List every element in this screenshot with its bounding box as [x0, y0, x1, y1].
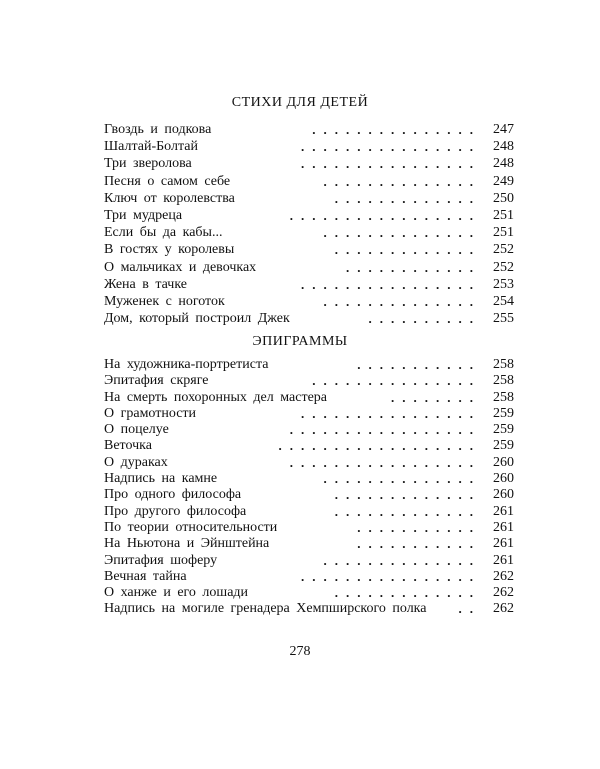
dot-leader: .............	[334, 503, 481, 519]
toc-entry-page: 261	[493, 552, 514, 568]
toc-entry-page: 260	[493, 454, 514, 470]
toc-entry	[104, 173, 514, 190]
toc-entry-title: На Ньютона и Эйнштейна	[104, 536, 270, 552]
toc-entry-page: 247	[493, 122, 514, 137]
toc-entry	[104, 405, 514, 421]
toc-entry-page: 261	[493, 536, 514, 552]
dot-leader: ...........	[357, 519, 481, 535]
dot-leader: .............	[334, 585, 481, 601]
toc-entry-page: 253	[493, 276, 514, 292]
toc-entry-title: На смерть похоронных дел мастера	[104, 389, 327, 405]
dot-leader: ..................	[278, 438, 481, 454]
dot-leader: ..............	[323, 552, 481, 568]
dot-leader: ................	[301, 156, 481, 172]
toc-entry-title: О мальчиках и девочках	[104, 259, 257, 275]
toc-entry-page: 260	[493, 487, 514, 503]
dot-leader: ................	[301, 405, 481, 421]
toc-entry	[104, 121, 514, 138]
toc-entry	[104, 437, 514, 454]
toc-entry-page: 259	[493, 438, 514, 454]
toc-entry-title: Надпись на могиле гренадера Хемпширского полка	[104, 601, 427, 617]
toc-entry	[104, 293, 514, 310]
dot-leader: ........	[391, 389, 481, 405]
toc-entry	[104, 207, 514, 224]
toc-list-epigrams	[104, 356, 514, 617]
toc-entry-title: Вечная тайна	[104, 568, 187, 584]
toc-entry	[104, 276, 514, 293]
toc-entry-title: Надпись на камне	[104, 471, 218, 487]
toc-entry-page: 252	[493, 242, 514, 258]
toc-entry-page: 259	[493, 405, 514, 421]
toc-entry-page: 262	[493, 585, 514, 601]
toc-entry	[104, 224, 514, 241]
toc-entry-title: Шалтай-Болтай	[104, 139, 198, 155]
toc-entry-page: 261	[493, 519, 514, 535]
dot-leader: ..	[458, 601, 481, 617]
dot-leader: ...........	[357, 357, 481, 372]
toc-entry-title: О дураках	[104, 454, 168, 470]
toc-entry-title: О грамотности	[104, 405, 197, 421]
toc-entry	[104, 155, 514, 172]
toc-entry	[104, 138, 514, 155]
dot-leader: .................	[289, 422, 481, 438]
toc-entry	[104, 372, 514, 389]
toc-entry	[104, 519, 514, 535]
toc-entry	[104, 503, 514, 519]
toc-entry-page: 248	[493, 156, 514, 172]
toc-entry-title: О поцелуе	[104, 422, 169, 438]
dot-leader: .............	[334, 190, 481, 206]
toc-entry-page: 251	[493, 207, 514, 223]
toc-entry-page: 258	[493, 357, 514, 372]
toc-entry	[104, 310, 514, 327]
section-title-epigrams: ЭПИГРАММЫ	[252, 334, 348, 349]
toc-entry-page: 258	[493, 389, 514, 405]
toc-entry-page: 255	[493, 311, 514, 327]
toc-entry-page: 254	[493, 293, 514, 309]
dot-leader: ...........	[357, 536, 481, 552]
toc-entry-title: Три зверолова	[104, 156, 192, 172]
dot-leader: ...............	[312, 122, 481, 137]
toc-entry-title: Дом, который построил Джек	[104, 311, 290, 327]
dot-leader: ..............	[323, 225, 481, 241]
toc-entry-page: 252	[493, 259, 514, 275]
dot-leader: .............	[334, 242, 481, 258]
dot-leader: ..............	[323, 293, 481, 309]
dot-leader: ..............	[323, 471, 481, 487]
toc-entry-title: Если бы да кабы...	[104, 225, 223, 241]
toc-entry	[104, 470, 514, 487]
toc-entry-page: 251	[493, 225, 514, 241]
dot-leader: ..........	[368, 311, 481, 327]
toc-list-children-poems	[104, 121, 514, 327]
dot-leader: .................	[289, 454, 481, 470]
toc-entry	[104, 421, 514, 438]
toc-entry	[104, 552, 514, 568]
toc-entry-page: 248	[493, 139, 514, 155]
toc-entry-page: 262	[493, 601, 514, 617]
toc-entry	[104, 356, 514, 372]
toc-entry-title: На художника-портретиста	[104, 357, 269, 372]
toc-entry-title: Веточка	[104, 438, 152, 454]
toc-entry-page: 260	[493, 471, 514, 487]
toc-entry-title: Ключ от королевства	[104, 190, 235, 206]
toc-entry	[104, 535, 514, 552]
toc-entry-page: 258	[493, 373, 514, 389]
toc-entry-title: Муженек с ноготок	[104, 293, 225, 309]
toc-entry-title: Жена в тачке	[104, 276, 188, 292]
toc-entry-title: По теории относительности	[104, 519, 278, 535]
toc-entry	[104, 190, 514, 207]
toc-entry-title: Эпитафия шоферу	[104, 552, 218, 568]
toc-entry	[104, 389, 514, 405]
dot-leader: ............	[346, 259, 481, 275]
section-title-children-poems: СТИХИ ДЛЯ ДЕТЕЙ	[231, 95, 369, 110]
dot-leader: ................	[301, 139, 481, 155]
toc-entry-page: 262	[493, 568, 514, 584]
toc-entry-title: О ханже и его лошади	[104, 585, 249, 601]
toc-entry-title: Про одного философа	[104, 487, 242, 503]
toc-entry-page: 250	[493, 190, 514, 206]
dot-leader: .................	[289, 207, 481, 223]
toc-entry	[104, 584, 514, 601]
toc-entry	[104, 259, 514, 276]
page-number: 278	[289, 644, 311, 659]
dot-leader: ................	[301, 276, 481, 292]
toc-entry-page: 261	[493, 503, 514, 519]
toc-entry	[104, 241, 514, 258]
toc-entry	[104, 568, 514, 584]
dot-leader: .............	[334, 487, 481, 503]
dot-leader: ................	[301, 568, 481, 584]
toc-entry-title: Эпитафия скряге	[104, 373, 209, 389]
toc-entry	[104, 454, 514, 470]
toc-entry-page: 249	[493, 173, 514, 189]
dot-leader: ..............	[323, 173, 481, 189]
toc-entry-title: Про другого философа	[104, 503, 247, 519]
toc-entry-title: Песня о самом себе	[104, 173, 231, 189]
toc-entry-page: 259	[493, 422, 514, 438]
toc-entry-title: Гвоздь и подкова	[104, 122, 212, 137]
toc-entry-title: В гостях у королевы	[104, 242, 235, 258]
toc-entry	[104, 600, 514, 617]
toc-entry-title: Три мудреца	[104, 207, 183, 223]
dot-leader: ...............	[312, 373, 481, 389]
toc-entry	[104, 486, 514, 503]
